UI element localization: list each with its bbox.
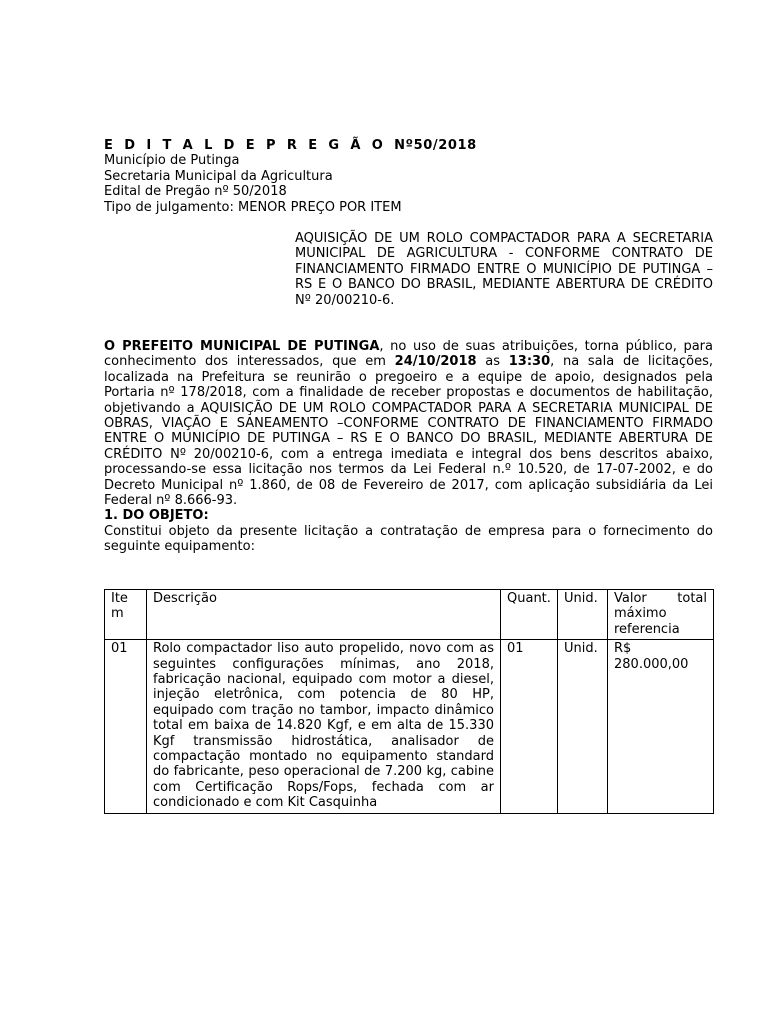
session-date: 24/10/2018: [394, 354, 477, 370]
edital-title-number: Nº50/2018: [394, 138, 477, 153]
edital-title-text: E D I T A L D E P R E G Ã O: [104, 138, 387, 153]
section-objeto-title: 1. DO OBJETO:: [104, 508, 209, 524]
items-table: [104, 589, 714, 814]
row-descricao: Rolo compactador liso auto propelido, novo com as seguintes configurações mínimas, ano 2018, fabricação nacional, equipado com motor a diesel, injeção eletrônica, com potencia de 80 HP, equipado com tração no tambor, impacto dinâmico total em baixa de 14.820 Kgf, e em alta de 15.330 Kgf transmissão hidrostática, analisador de compactação montado no equipamento standard do fabricante, peso operacional de 7.200 kg, cabine com Certificação Rops/Fops, fechada com ar condicionado e com Kit Casquinha: [147, 640, 501, 813]
row-quant: 01: [501, 640, 558, 813]
row-item: 01: [105, 640, 147, 813]
header-quant: Quant.: [501, 590, 558, 640]
tipo-julgamento-line: [104, 200, 724, 215]
row-valor: R$ 280.000,00: [608, 640, 714, 813]
header-descricao: Descrição: [147, 590, 501, 640]
preambulo-paragraph: [104, 339, 713, 508]
edital-title: [104, 138, 724, 153]
section-objeto-text: Constitui objeto da presente licitação a contratação de empresa para o fornecimento do seguinte equipamento:: [104, 523, 713, 555]
secretaria-line: Secretaria Municipal da Agricultura: [104, 168, 333, 184]
municipio-line: Município de Putinga: [104, 153, 240, 169]
table-header-row: [105, 590, 714, 640]
preambulo-text-3: , na sala de licitações, localizada na Prefeitura se reunirão o pregoeiro e a equipe de apoio, designados pela Portaria nº 178/2018, com a finalidade de receber propostas e documentos de habilitação, objetivando a AQUISIÇÃO DE UM ROLO COMPACTADOR PARA A SECRETARIA MUNICIPAL DE OBRAS, VIAÇÃO E SANEAMENTO –CONFORME CONTRATO DE FINANCIAMENTO FIRMADO ENTRE O MUNICÍPIO DE PUTINGA – RS E O BANCO DO BRASIL, MEDIANTE ABERTURA DE CRÉDITO Nº 20/00210-6, com a entrega imediata e integral dos bens descritos abaixo, processando-se essa licitação nos termos da Lei Federal n.º 10.520, de 17-07-2002, e do Decreto Municipal nº 1.860, de 08 de Fevereiro de 2017, com aplicação subsidiária da Lei Federal nº 8.666-93.: [104, 354, 713, 509]
prefeito-bold: O PREFEITO MUNICIPAL DE PUTINGA: [104, 339, 380, 354]
tipo-julgamento-value: MENOR PREÇO POR ITEM: [238, 199, 402, 215]
tipo-julgamento-label: Tipo de julgamento:: [104, 199, 234, 215]
preambulo-text-1: , no uso de suas atribuições, torna público, para conhecimento dos interessados, que em: [104, 339, 713, 370]
row-unid: Unid.: [558, 640, 608, 813]
table-row: [105, 640, 714, 813]
header-unid: Unid.: [558, 590, 608, 640]
objeto-resumo: AQUISIÇÃO DE UM ROLO COMPACTADOR PARA A SECRETARIA MUNICIPAL DE AGRICULTURA - CONFORME CONTRATO DE FINANCIAMENTO FIRMADO ENTRE O MUNICÍPIO DE PUTINGA – RS E O BANCO DO BRASIL, MEDIANTE ABERTURA DE CRÉDITO Nº 20/00210-6.: [295, 231, 713, 308]
edital-number-line: Edital de Pregão nº 50/2018: [104, 184, 287, 200]
document-header: [104, 138, 724, 215]
session-time: 13:30: [508, 354, 551, 370]
preambulo: [104, 339, 713, 555]
header-item: Item: [105, 590, 147, 640]
header-valor: Valor total máximo referencia: [608, 590, 714, 640]
preambulo-text-2: as: [476, 354, 509, 370]
